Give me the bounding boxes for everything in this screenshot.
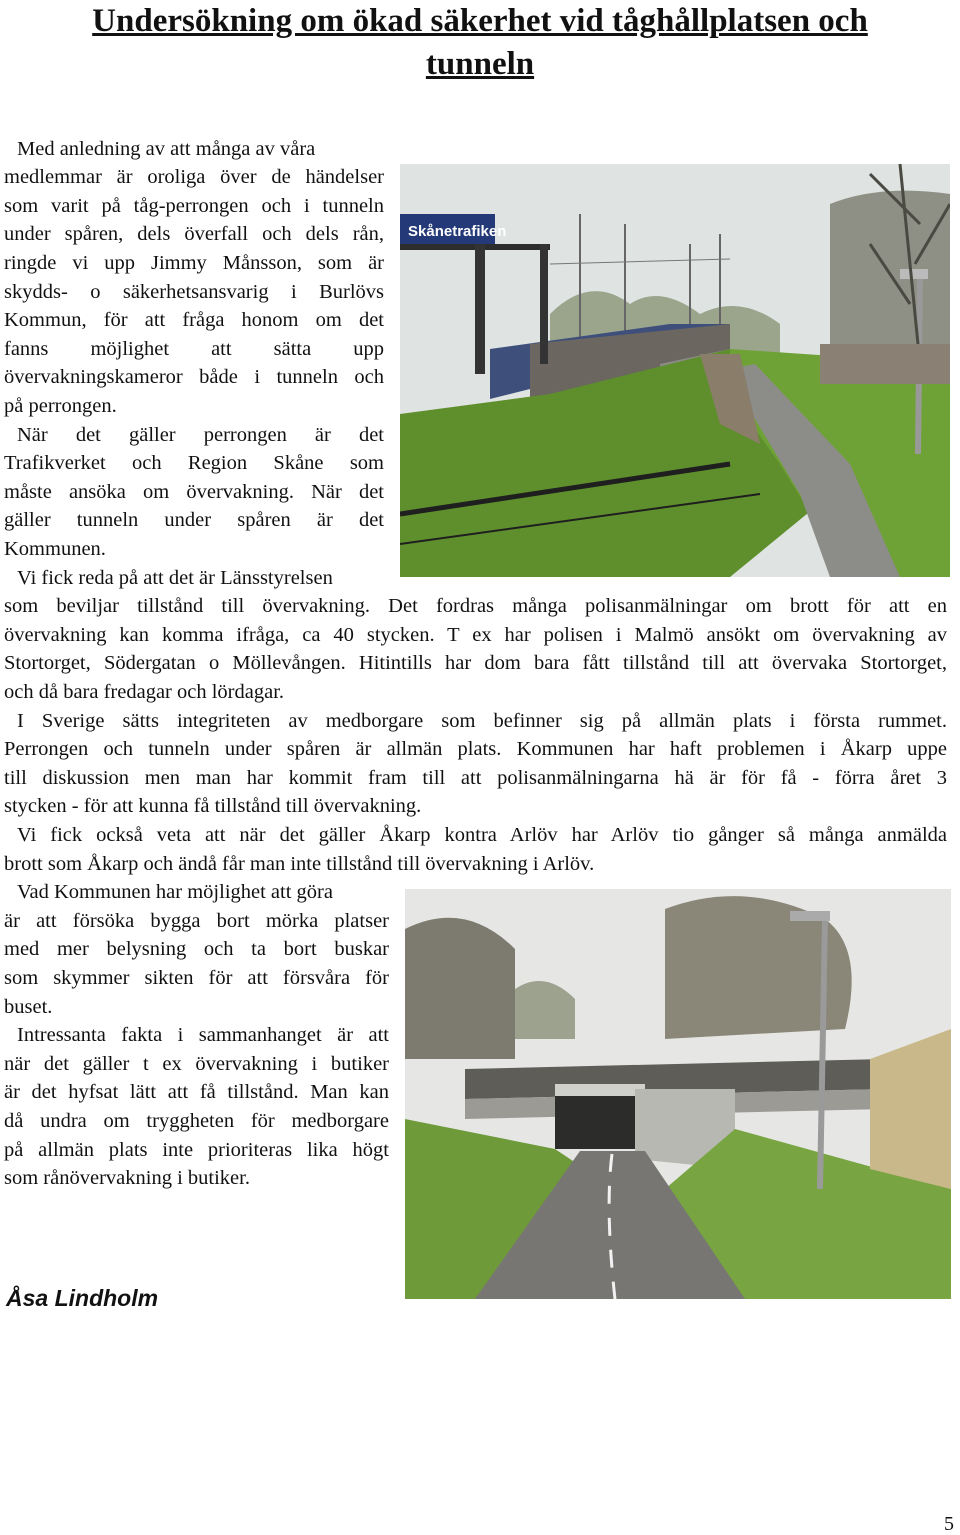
station-sign-text: Skånetrafiken: [408, 223, 507, 240]
body-line: Kommun, för att fråga honom om det: [4, 309, 384, 331]
body-line: måste ansöka om övervakning. När det: [4, 481, 384, 503]
body-line: Kommunen.: [4, 538, 106, 560]
body-line: Vi fick också veta att när det gäller Åkarp kontra Arlöv har Arlöv tio gånger så många anmälda: [17, 824, 947, 846]
body-line: under spåren, dels överfall och dels rån,: [4, 223, 384, 245]
body-line: är det hyfsat lätt att få tillstånd. Man kan: [4, 1081, 389, 1103]
body-line: medlemmar är oroliga över de händelser: [4, 166, 384, 188]
body-line: Stortorget, Södergatan o Möllevången. Hitintills har dom bara fått tillstånd till att övervaka Stortorget,: [4, 652, 947, 674]
body-line: då undra om tryggheten för medborgare: [4, 1110, 389, 1132]
body-line: Vi fick reda på att det är Länsstyrelsen: [17, 567, 333, 589]
body-line: Trafikverket och Region Skåne som: [4, 452, 384, 474]
tunnel-photo: [405, 889, 951, 1299]
body-line: ringde vi upp Jimmy Månsson, som är: [4, 252, 384, 274]
body-line: när det gäller t ex övervakning i butiker: [4, 1053, 389, 1075]
body-line: övervakning kan komma ifråga, ca 40 stycken. T ex har polisen i Malmö ansökt om övervakning av: [4, 624, 947, 646]
body-line: I Sverige sätts integriteten av medborgare som befinner sig på allmän plats i första rummet.: [17, 710, 947, 732]
body-line: brott som Åkarp och ändå får man inte tillstånd till övervakning i Arlöv.: [4, 853, 595, 875]
body-line: och då bara fredagar och lördagar.: [4, 681, 285, 703]
body-line: med mer belysning och ta bort buskar: [4, 938, 389, 960]
body-line: övervakningskameror både i tunneln och: [4, 366, 384, 388]
body-line: fanns möjlighet att sätta upp: [4, 338, 384, 360]
title-line-2: tunneln: [425, 46, 535, 82]
page-title: [0, 0, 960, 86]
body-line: Vad Kommunen har möjlighet att göra: [17, 881, 333, 903]
page-number: 5: [944, 1513, 954, 1535]
body-line: Intressanta fakta i sammanhanget är att: [17, 1024, 389, 1046]
body-line: Med anledning av att många av våra: [17, 138, 316, 160]
title-line-1: Undersökning om ökad säkerhet vid tåghållplatsen och: [92, 3, 868, 39]
author-signature: Åsa Lindholm: [6, 1285, 159, 1311]
body-line: som varit på tåg-perrongen och i tunneln: [4, 195, 384, 217]
body-line: på allmän plats inte prioriteras lika högt: [4, 1139, 389, 1161]
body-line: buset.: [4, 996, 53, 1018]
body-line: När det gäller perrongen är det: [17, 424, 384, 446]
body-line: är att försöka bygga bort mörka platser: [4, 910, 389, 932]
platform-photo: [400, 164, 950, 577]
body-line: till diskussion men man har kommit fram till att polisanmälningarna hä är för få - förra året 3: [4, 767, 947, 789]
body-line: som beviljar tillstånd till övervakning. Det fordras många polisanmälningar om brott för att en: [4, 595, 947, 617]
body-line: gäller tunneln under spåren är det: [4, 509, 384, 531]
body-line: som skymmer sikten för att försvåra för: [4, 967, 389, 989]
body-line: stycken - för att kunna få tillstånd till övervakning.: [4, 795, 422, 817]
body-line: på perrongen.: [4, 395, 117, 417]
body-line: skydds- o säkerhetsansvarig i Burlövs: [4, 281, 384, 303]
body-line: som rånövervakning i butiker.: [4, 1167, 250, 1189]
body-line: Perrongen och tunneln under spåren är allmän plats. Kommunen har haft problemen i Åkarp uppe: [4, 738, 947, 760]
